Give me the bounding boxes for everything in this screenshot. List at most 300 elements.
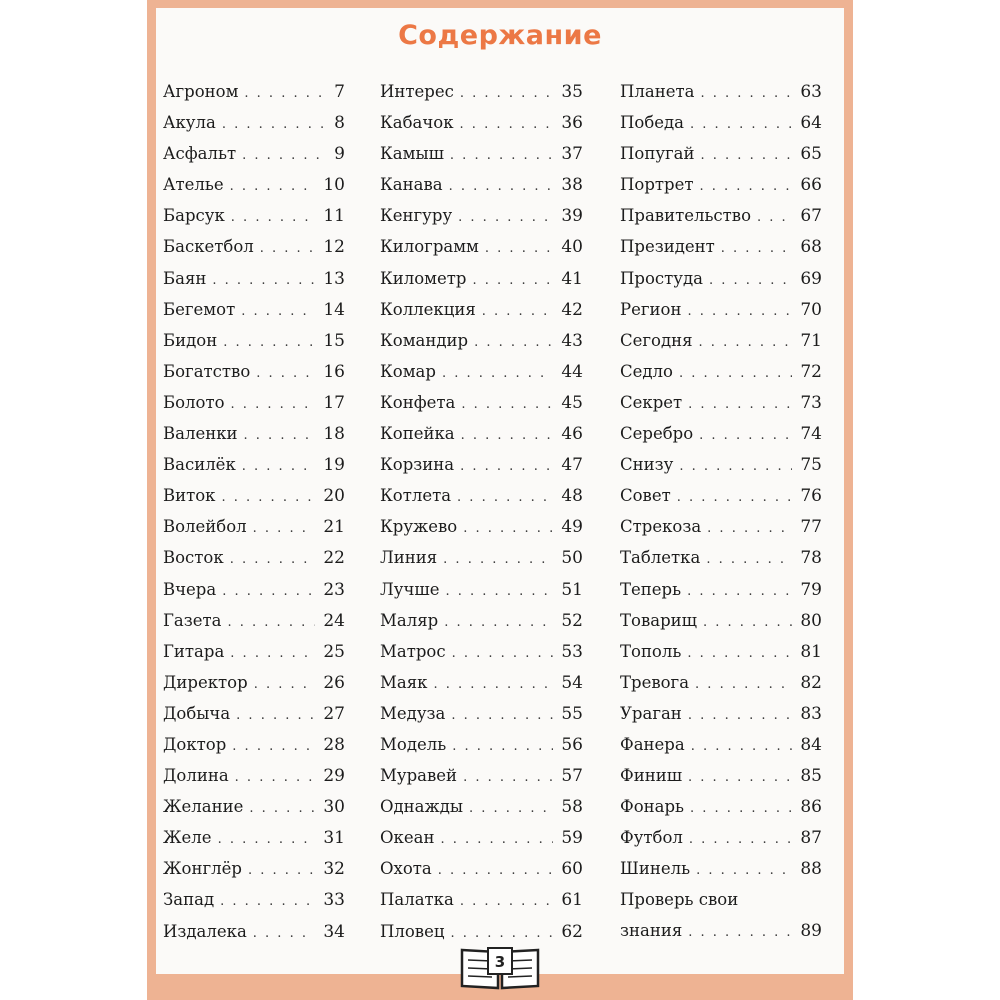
toc-entry-word: Желание	[163, 797, 244, 817]
dot-leader	[235, 762, 316, 793]
toc-entry[interactable]	[380, 853, 583, 884]
dot-leader	[440, 824, 553, 855]
toc-entry-page: 80	[800, 610, 822, 631]
toc-entry-word: Таблетка	[620, 548, 701, 568]
toc-entry-word: Котлета	[380, 486, 452, 506]
toc-entry[interactable]	[380, 636, 583, 667]
toc-entry-word: Пловец	[380, 921, 445, 941]
dot-leader	[690, 109, 792, 140]
dot-leader	[707, 513, 792, 544]
toc-entry[interactable]	[163, 356, 345, 387]
toc-entry-page: 74	[800, 424, 822, 445]
toc-entry[interactable]	[620, 356, 822, 387]
toc-entry-word: Кенгуру	[380, 206, 453, 226]
toc-entry[interactable]	[163, 169, 345, 200]
dot-leader	[679, 451, 792, 482]
toc-entry[interactable]	[163, 387, 345, 418]
toc-entry-page: 71	[800, 330, 822, 351]
toc-entry-word-line2: знания	[620, 920, 683, 940]
toc-entry-page: 38	[561, 175, 583, 196]
toc-entry-page: 63	[800, 82, 822, 102]
toc-entry-page: 70	[800, 299, 822, 320]
toc-entry[interactable]	[163, 418, 345, 449]
toc-entry[interactable]	[163, 729, 345, 760]
dot-leader	[460, 451, 553, 482]
dot-leader	[256, 358, 315, 389]
toc-entry-page: 22	[323, 548, 345, 569]
toc-entry-word: Барсук	[163, 206, 225, 226]
dot-leader	[469, 793, 553, 824]
toc-entry[interactable]	[163, 200, 345, 231]
dot-leader	[230, 638, 315, 669]
toc-entry-page: 52	[561, 610, 583, 631]
toc-entry[interactable]	[163, 542, 345, 573]
toc-entry-word: Портрет	[620, 175, 694, 195]
toc-entry[interactable]	[620, 698, 822, 729]
toc-entry[interactable]	[380, 356, 583, 387]
toc-entry-page: 72	[800, 361, 822, 382]
toc-entry[interactable]	[620, 418, 822, 449]
dot-leader	[482, 296, 554, 327]
toc-entry-word: Матрос	[380, 641, 446, 661]
dot-leader	[688, 762, 792, 793]
toc-column-3	[620, 76, 822, 946]
toc-entry-word: Интерес	[380, 82, 454, 101]
dot-leader	[691, 731, 793, 762]
toc-entry-page: 77	[800, 517, 822, 538]
toc-entry-page: 29	[323, 766, 345, 787]
toc-entry-page: 30	[323, 797, 345, 818]
toc-entry-page: 41	[561, 268, 583, 289]
toc-entry-page: 58	[561, 797, 583, 818]
toc-entry-word: Модель	[380, 734, 447, 754]
toc-entry[interactable]	[163, 294, 345, 325]
toc-entry[interactable]	[163, 791, 345, 822]
dot-leader	[444, 607, 553, 638]
toc-entry[interactable]	[620, 200, 822, 231]
dot-leader	[442, 358, 553, 389]
toc-entry[interactable]	[620, 231, 822, 262]
toc-entry[interactable]	[163, 76, 345, 107]
toc-entry-page: 67	[800, 206, 822, 227]
dot-leader	[699, 327, 793, 358]
dot-leader	[450, 140, 553, 171]
toc-entry-word: Медуза	[380, 703, 446, 723]
toc-entry-page: 18	[323, 424, 345, 445]
toc-entry[interactable]	[163, 574, 345, 605]
dot-leader	[222, 109, 326, 140]
toc-entry[interactable]	[380, 791, 583, 822]
toc-entry-word: Седло	[620, 361, 673, 381]
toc-entry-word: Секрет	[620, 392, 683, 412]
toc-entry[interactable]	[620, 138, 822, 169]
dot-leader	[222, 482, 316, 513]
dot-leader	[253, 513, 316, 544]
dot-leader	[254, 669, 316, 700]
toc-entry-word: Маляр	[380, 610, 439, 630]
dot-leader	[244, 78, 326, 109]
dot-leader	[230, 544, 316, 575]
toc-entry-page: 81	[800, 641, 822, 662]
toc-entry-word: Агроном	[163, 82, 239, 101]
toc-entry[interactable]	[163, 884, 345, 915]
toc-entry-word: Командир	[380, 330, 469, 350]
dot-leader	[458, 202, 553, 233]
toc-entry[interactable]	[163, 231, 345, 262]
toc-entry-page: 88	[800, 859, 822, 880]
toc-entry[interactable]	[620, 107, 822, 138]
toc-entry[interactable]	[380, 542, 583, 573]
dot-leader	[699, 420, 792, 451]
toc-entry-word: Вчера	[163, 579, 217, 599]
dot-leader	[232, 731, 315, 762]
toc-entry[interactable]	[620, 480, 822, 511]
toc-entry[interactable]	[620, 574, 822, 605]
toc-entry-word: Баян	[163, 268, 207, 288]
toc-entry-word: Богатство	[163, 361, 251, 381]
toc-entry-word: Доктор	[163, 734, 227, 754]
dot-leader	[260, 233, 316, 264]
toc-entry[interactable]	[620, 387, 822, 418]
dot-leader	[688, 700, 793, 731]
toc-entry-word: Жонглёр	[163, 859, 242, 879]
toc-entry-page: 45	[561, 392, 583, 413]
dot-leader	[438, 855, 554, 886]
toc-entry[interactable]	[163, 325, 345, 356]
toc-entry-page: 34	[323, 921, 345, 942]
toc-entry-page: 9	[334, 144, 345, 165]
toc-entry-page: 47	[561, 455, 583, 476]
dot-leader	[474, 327, 553, 358]
toc-entry-word: Муравей	[380, 766, 458, 786]
dot-leader	[231, 389, 316, 420]
toc-entry-page: 89	[800, 920, 822, 941]
toc-entry-word: Камыш	[380, 144, 444, 164]
dot-leader	[230, 171, 316, 202]
toc-entry-word: Восток	[163, 548, 224, 568]
toc-entry-page: 59	[561, 828, 583, 849]
toc-entry[interactable]	[620, 511, 822, 542]
toc-entry-page: 7	[334, 82, 345, 102]
toc-entry[interactable]	[380, 480, 583, 511]
toc-entry-page: 16	[323, 361, 345, 382]
toc-entry-page: 66	[800, 175, 822, 196]
dot-leader	[460, 109, 554, 140]
toc-entry-page: 60	[561, 859, 583, 880]
dot-leader	[236, 700, 315, 731]
toc-entry-page: 55	[561, 703, 583, 724]
dot-leader	[242, 140, 326, 171]
dot-leader	[218, 824, 316, 855]
toc-entry[interactable]	[380, 605, 583, 636]
toc-entry-word: Ураган	[620, 703, 682, 723]
toc-entry-page: 75	[800, 455, 822, 476]
toc-entry[interactable]	[380, 263, 583, 294]
dot-leader	[700, 78, 792, 109]
toc-entry-page: 12	[323, 237, 345, 258]
toc-entry-word: Газета	[163, 610, 222, 630]
toc-entry-word: Бидон	[163, 330, 218, 350]
toc-entry[interactable]	[163, 760, 345, 791]
toc-entry[interactable]	[620, 853, 822, 884]
toc-entry-page: 21	[323, 517, 345, 538]
toc-entry[interactable]	[163, 853, 345, 884]
toc-entry-page: 27	[323, 703, 345, 724]
toc-entry[interactable]	[163, 636, 345, 667]
page-title: Содержание	[398, 20, 602, 51]
toc-entry-page: 46	[561, 424, 583, 445]
toc-entry-word: Стрекоза	[620, 517, 702, 537]
toc-entry-word: Президент	[620, 237, 715, 257]
toc-entry[interactable]	[380, 200, 583, 231]
toc-entry-page: 28	[323, 734, 345, 755]
toc-entry-page: 48	[561, 486, 583, 507]
toc-entry[interactable]	[380, 138, 583, 169]
toc-entry-page: 51	[561, 579, 583, 600]
toc-entry-page: 82	[800, 672, 822, 693]
toc-entry-page: 36	[561, 113, 583, 134]
toc-entry-word: Однажды	[380, 797, 463, 817]
toc-entry[interactable]	[380, 884, 583, 915]
toc-entry[interactable]	[380, 387, 583, 418]
toc-entry-page: 50	[561, 548, 583, 569]
toc-entry-word: Баскетбол	[163, 237, 254, 257]
toc-entry[interactable]	[163, 480, 345, 511]
toc-entry-page: 85	[800, 766, 822, 787]
dot-leader	[433, 669, 553, 700]
toc-entry-page: 49	[561, 517, 583, 538]
toc-entry-page: 54	[561, 672, 583, 693]
toc-entry-word: Охота	[380, 859, 432, 879]
toc-entry-page: 25	[323, 641, 345, 662]
dot-leader	[687, 638, 792, 669]
toc-entry-final[interactable]	[620, 884, 822, 945]
dot-leader	[461, 420, 554, 451]
dot-leader	[244, 420, 316, 451]
toc-entry-page: 84	[800, 734, 822, 755]
toc-entry-word: Простуда	[620, 268, 703, 288]
toc-entry[interactable]	[380, 449, 583, 480]
dot-leader	[757, 202, 792, 233]
toc-entry-page: 35	[561, 82, 583, 102]
toc-entry-page: 17	[323, 392, 345, 413]
toc-column-1	[163, 76, 345, 947]
toc-entry-page: 15	[323, 330, 345, 351]
toc-entry-page: 23	[323, 579, 345, 600]
toc-entry-word: Фонарь	[620, 797, 685, 817]
dot-leader	[460, 886, 554, 917]
dot-leader	[461, 389, 553, 420]
toc-entry-page: 86	[800, 797, 822, 818]
toc-entry-page: 42	[561, 299, 583, 320]
dot-leader	[688, 918, 792, 948]
dot-leader	[721, 233, 793, 264]
toc-entry[interactable]	[380, 511, 583, 542]
dot-leader	[687, 296, 792, 327]
toc-entry[interactable]	[380, 107, 583, 138]
toc-entry-word: Василёк	[163, 455, 236, 475]
toc-entry-word: Лучше	[380, 579, 440, 599]
dot-leader	[689, 824, 792, 855]
toc-entry[interactable]	[620, 729, 822, 760]
toc-entry-word: Издалека	[163, 921, 247, 941]
toc-entry[interactable]	[163, 698, 345, 729]
toc-entry-page: 62	[561, 921, 583, 942]
toc-entry-word: Виток	[163, 486, 216, 506]
toc-entry-page: 14	[323, 299, 345, 320]
toc-entry-page: 26	[323, 672, 345, 693]
toc-entry-word: Добыча	[163, 703, 231, 723]
toc-entry-word: Канава	[380, 175, 443, 195]
toc-entry-word: Километр	[380, 268, 467, 288]
toc-entry-page: 57	[561, 766, 583, 787]
toc-entry[interactable]	[620, 667, 822, 698]
toc-entry-word: Товарищ	[620, 610, 697, 630]
toc-entry-word: Асфальт	[163, 144, 237, 164]
dot-leader	[460, 78, 554, 109]
toc-entry[interactable]	[380, 325, 583, 356]
toc-entry[interactable]	[380, 169, 583, 200]
dot-leader	[701, 140, 793, 171]
toc-entry-word: Палатка	[380, 890, 454, 910]
dot-leader	[452, 731, 553, 762]
toc-entry[interactable]	[620, 169, 822, 200]
dot-leader	[703, 607, 792, 638]
toc-entry-page: 76	[800, 486, 822, 507]
toc-entry[interactable]	[163, 916, 345, 947]
toc-entry-word: Волейбол	[163, 517, 247, 537]
toc-entry-page: 79	[800, 579, 822, 600]
toc-entry[interactable]	[620, 294, 822, 325]
toc-entry-page: 69	[800, 268, 822, 289]
dot-leader	[463, 762, 553, 793]
toc-entry[interactable]	[620, 822, 822, 853]
toc-entry-page: 31	[323, 828, 345, 849]
toc-entry[interactable]	[380, 822, 583, 853]
dot-leader	[222, 576, 315, 607]
dot-leader	[463, 513, 553, 544]
toc-entry-page: 64	[800, 113, 822, 134]
toc-entry[interactable]	[380, 698, 583, 729]
toc-entry-page: 11	[323, 206, 345, 227]
dot-leader	[449, 171, 554, 202]
toc-entry-word: Желе	[163, 828, 212, 848]
toc-entry[interactable]	[163, 449, 345, 480]
toc-entry-word: Тревога	[620, 672, 690, 692]
toc-entry-word: Запад	[163, 890, 215, 910]
toc-entry[interactable]	[163, 511, 345, 542]
toc-entry-word: Футбол	[620, 828, 683, 848]
toc-entry-page: 68	[800, 237, 822, 258]
toc-entry-word: Конфета	[380, 392, 456, 412]
toc-entry[interactable]	[620, 605, 822, 636]
toc-entry-word: Попугай	[620, 144, 695, 164]
toc-entry-word: Болото	[163, 392, 225, 412]
toc-entry-page: 65	[800, 144, 822, 165]
toc-entry-word: Бегемот	[163, 299, 236, 319]
toc-entry-word: Серебро	[620, 424, 694, 444]
toc-entry[interactable]	[163, 822, 345, 853]
toc-entry-word: Корзина	[380, 455, 455, 475]
dot-leader	[699, 171, 792, 202]
toc-entry-word: Ателье	[163, 175, 224, 195]
toc-column-2	[380, 76, 583, 947]
toc-entry[interactable]	[163, 138, 345, 169]
toc-entry-word: Долина	[163, 766, 229, 786]
toc-entry-word: Валенки	[163, 424, 238, 444]
toc-entry-word: Финиш	[620, 766, 683, 786]
dot-leader	[688, 389, 792, 420]
toc-entry[interactable]	[620, 449, 822, 480]
toc-entry-page: 61	[561, 890, 583, 911]
toc-entry-word: Гитара	[163, 641, 225, 661]
toc-entry-word: Директор	[163, 672, 248, 692]
toc-entry[interactable]	[620, 325, 822, 356]
toc-entry[interactable]	[163, 667, 345, 698]
dot-leader	[231, 202, 316, 233]
toc-entry-page: 40	[561, 237, 583, 258]
toc-entry-word: Снизу	[620, 455, 674, 475]
dot-leader	[220, 886, 315, 917]
toc-entry-word: Фанера	[620, 734, 685, 754]
toc-entry-word-line1: Проверь свои	[620, 890, 739, 910]
dot-leader	[690, 793, 792, 824]
toc-entry[interactable]	[380, 760, 583, 791]
toc-entry[interactable]	[380, 231, 583, 262]
toc-entry[interactable]	[380, 418, 583, 449]
toc-entry-page: 13	[323, 268, 345, 289]
dot-leader	[249, 793, 315, 824]
toc-entry[interactable]	[163, 263, 345, 294]
toc-entry-word: Килограмм	[380, 237, 479, 257]
toc-entry-page: 37	[561, 144, 583, 165]
toc-entry-word: Совет	[620, 486, 671, 506]
dot-leader	[253, 918, 316, 949]
toc-entry[interactable]	[380, 667, 583, 698]
toc-entry-word: Кабачок	[380, 113, 454, 133]
toc-entry-page: 39	[561, 206, 583, 227]
toc-entry-page: 53	[561, 641, 583, 662]
toc-entry-word: Копейка	[380, 424, 455, 444]
toc-entry[interactable]	[163, 605, 345, 636]
toc-entry-word: Акула	[163, 113, 216, 133]
toc-entry[interactable]	[380, 294, 583, 325]
toc-entry-word: Кружево	[380, 517, 458, 537]
toc-entry[interactable]	[380, 729, 583, 760]
toc-entry-word: Правительство	[620, 206, 752, 226]
toc-entry-word: Шинель	[620, 859, 691, 879]
toc-entry[interactable]	[620, 760, 822, 791]
dot-leader	[451, 700, 553, 731]
dot-leader	[223, 327, 315, 358]
toc-entry[interactable]	[620, 636, 822, 667]
dot-leader	[687, 576, 792, 607]
dot-leader	[457, 482, 553, 513]
toc-entry[interactable]	[620, 76, 822, 107]
toc-entry[interactable]	[380, 574, 583, 605]
toc-entry[interactable]	[620, 263, 822, 294]
toc-entry[interactable]	[163, 107, 345, 138]
toc-entry-page: 73	[800, 392, 822, 413]
toc-entry[interactable]	[620, 791, 822, 822]
dot-leader	[446, 576, 554, 607]
toc-entry[interactable]	[620, 542, 822, 573]
toc-entry-word: Океан	[380, 828, 435, 848]
toc-entry-page: 83	[800, 703, 822, 724]
toc-entry[interactable]	[380, 76, 583, 107]
toc-entry-word: Теперь	[620, 579, 682, 599]
toc-entry-word: Сегодня	[620, 330, 693, 350]
